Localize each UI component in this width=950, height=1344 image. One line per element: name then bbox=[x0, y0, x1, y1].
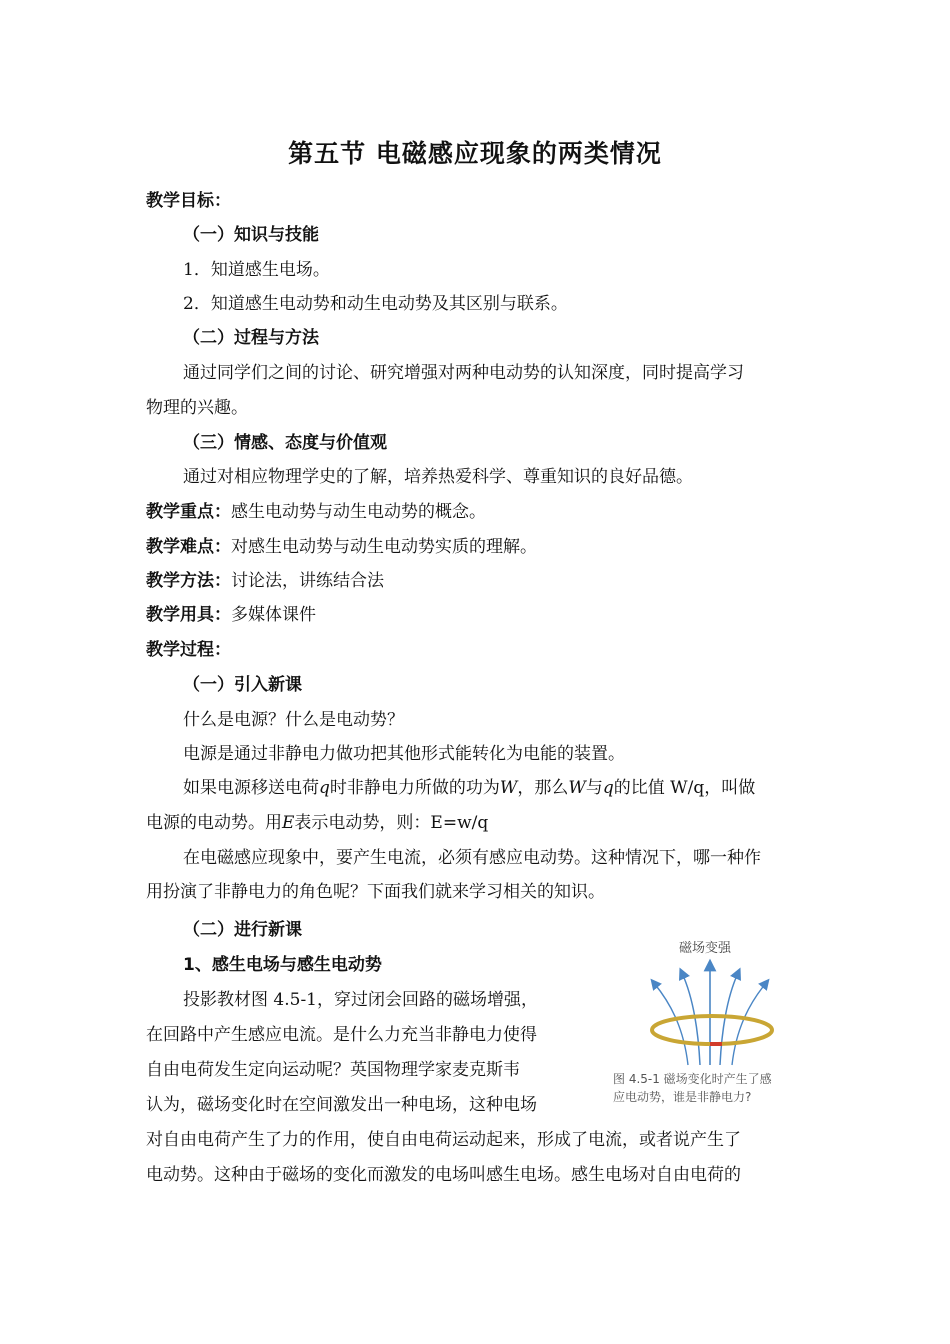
intro-heading: （一）引入新课 bbox=[183, 675, 302, 695]
symbol-w: W bbox=[568, 778, 586, 798]
paragraph-line: 投影教材图 4.5-1，穿过闭会回路的磁场增强， bbox=[183, 990, 538, 1010]
paragraph-line: 电源是通过非静电力做功把其他形式能转化为电能的装置。 bbox=[183, 744, 625, 764]
difficulty-row bbox=[146, 535, 537, 559]
tools-label: 教学用具： bbox=[146, 605, 231, 625]
subsection-heading: 1、感生电场与感生电动势 bbox=[183, 955, 382, 975]
method-row bbox=[146, 569, 384, 593]
conducting-loop bbox=[652, 1016, 772, 1044]
paragraph-line: 自由电荷发生定向运动呢？英国物理学家麦克斯韦 bbox=[146, 1060, 520, 1080]
tools-row bbox=[146, 603, 316, 627]
figure-caption bbox=[613, 1070, 813, 1106]
caption-line: 图 4.5-1 磁场变化时产生了感 bbox=[613, 1072, 772, 1086]
method-label: 教学方法： bbox=[146, 571, 231, 591]
difficulty-label: 教学难点： bbox=[146, 537, 231, 557]
difficulty-text: 对感生电动势与动生电动势实质的理解。 bbox=[231, 537, 537, 557]
page-title: 第五节 电磁感应现象的两类情况 bbox=[288, 139, 662, 168]
text-run: 时非静电力所做的功为 bbox=[329, 778, 500, 798]
objectives-heading: 教学目标： bbox=[146, 191, 231, 211]
caption-line: 应电动势，谁是非静电力? bbox=[613, 1090, 752, 1104]
text-run: 电源的电动势。用 bbox=[146, 813, 282, 833]
paragraph-line: 什么是电源？什么是电动势？ bbox=[183, 710, 404, 730]
paragraph-line bbox=[146, 811, 488, 835]
paragraph-line bbox=[183, 776, 755, 800]
paragraph-line: 认为，磁场变化时在空间激发出一种电场，这种电场 bbox=[146, 1095, 537, 1115]
new-lesson-heading: （二）进行新课 bbox=[183, 920, 302, 940]
key-point-label: 教学重点： bbox=[146, 502, 231, 522]
process-heading: 教学过程： bbox=[146, 640, 231, 660]
symbol-e: E bbox=[282, 813, 295, 833]
field-line bbox=[732, 983, 766, 1065]
section-process-heading: （二）过程与方法 bbox=[183, 328, 319, 348]
paragraph-line: 物理的兴趣。 bbox=[146, 398, 248, 418]
key-point-text: 感生电动势与动生电动势的概念。 bbox=[231, 502, 486, 522]
paragraph-line: 在回路中产生感应电流。是什么力充当非静电力使得 bbox=[146, 1025, 537, 1045]
paragraph-line: 对自由电荷产生了力的作用，使自由电荷运动起来，形成了电流，或者说产生了 bbox=[146, 1130, 741, 1150]
paragraph-line: 在电磁感应现象中，要产生电流，必须有感应电动势。这种情况下，哪一种作 bbox=[183, 848, 761, 868]
objective-item-1: 1．知道感生电场。 bbox=[183, 260, 330, 280]
symbol-q: q bbox=[319, 778, 330, 798]
text-run: 表示电动势，则：E=w/q bbox=[294, 813, 489, 833]
method-text: 讨论法，讲练结合法 bbox=[231, 571, 384, 591]
tools-text: 多媒体课件 bbox=[231, 605, 316, 625]
figure-label: 磁场变强 bbox=[679, 941, 732, 956]
section-attitude-heading: （三）情感、态度与价值观 bbox=[183, 433, 387, 453]
text-run: 的比值 W/q，叫做 bbox=[613, 778, 756, 798]
paragraph-line: 电动势。这种由于磁场的变化而激发的电场叫感生电场。感生电场对自由电荷的 bbox=[146, 1165, 741, 1185]
paragraph-line: 通过同学们之间的讨论、研究增强对两种电动势的认知深度，同时提高学习 bbox=[183, 363, 744, 383]
section-knowledge-heading: （一）知识与技能 bbox=[183, 225, 319, 245]
text-run: 如果电源移送电荷 bbox=[183, 778, 319, 798]
paragraph-line: 通过对相应物理学史的了解，培养热爱科学、尊重知识的良好品德。 bbox=[183, 467, 693, 487]
text-run: ，那么 bbox=[517, 778, 569, 798]
symbol-w: W bbox=[499, 778, 518, 798]
text-run: 与 bbox=[585, 778, 603, 798]
objective-item-2: 2．知道感生电动势和动生电动势及其区别与联系。 bbox=[183, 294, 568, 314]
symbol-q: q bbox=[602, 778, 614, 798]
paragraph-line: 用扮演了非静电力的角色呢？下面我们就来学习相关的知识。 bbox=[146, 882, 605, 902]
key-point-row bbox=[146, 500, 486, 524]
